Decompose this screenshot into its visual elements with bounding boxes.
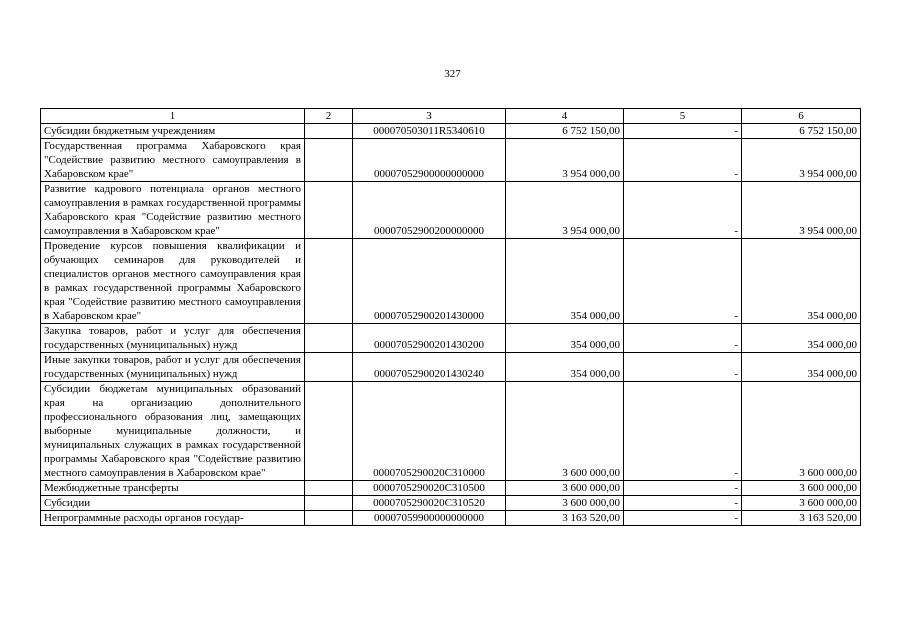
row-amount: 354 000,00 <box>506 353 624 382</box>
row-name: Проведение курсов повышения квалификации и обучающих семинаров для руководителей и специалистов органов местного самоуправления края в рамках государственной программы Хабаровского края "Содействие развитию местного самоуправления в Хабаровском крае" <box>41 239 305 324</box>
table-body <box>41 124 861 526</box>
table-row <box>41 382 861 481</box>
row-col5: - <box>624 496 742 511</box>
row-col5: - <box>624 139 742 182</box>
row-col2 <box>305 182 353 239</box>
row-col5: - <box>624 353 742 382</box>
column-header: 3 <box>353 109 506 124</box>
column-header: 6 <box>742 109 861 124</box>
row-name: Непрограммные расходы органов государ- <box>41 511 305 526</box>
row-col2 <box>305 324 353 353</box>
row-amount: 354 000,00 <box>506 239 624 324</box>
row-name: Иные закупки товаров, работ и услуг для обеспечения государственных (муниципальных) нужд <box>41 353 305 382</box>
row-col2 <box>305 124 353 139</box>
row-code: 00007059900000000000 <box>353 511 506 526</box>
table-row <box>41 182 861 239</box>
row-col2 <box>305 239 353 324</box>
table-row <box>41 139 861 182</box>
row-col5: - <box>624 124 742 139</box>
row-name: Закупка товаров, работ и услуг для обеспечения государственных (муниципальных) нужд <box>41 324 305 353</box>
row-total: 3 954 000,00 <box>742 182 861 239</box>
row-code: 00007052900200000000 <box>353 182 506 239</box>
row-total: 3 600 000,00 <box>742 481 861 496</box>
table-row <box>41 239 861 324</box>
column-header: 5 <box>624 109 742 124</box>
row-col2 <box>305 382 353 481</box>
row-name: Субсидии <box>41 496 305 511</box>
budget-table <box>40 108 861 526</box>
row-col5: - <box>624 239 742 324</box>
table-row <box>41 324 861 353</box>
page-number: 327 <box>444 68 461 80</box>
row-col2 <box>305 353 353 382</box>
row-name: Развитие кадрового потенциала органов местного самоуправления в рамках государственной программы Хабаровского края "Содействие развитию местного самоуправления в Хабаровском крае" <box>41 182 305 239</box>
row-amount: 3 954 000,00 <box>506 139 624 182</box>
row-total: 354 000,00 <box>742 353 861 382</box>
row-col2 <box>305 139 353 182</box>
row-col2 <box>305 481 353 496</box>
column-header: 4 <box>506 109 624 124</box>
row-total: 354 000,00 <box>742 324 861 353</box>
row-total: 354 000,00 <box>742 239 861 324</box>
row-code: 00007052900000000000 <box>353 139 506 182</box>
row-amount: 3 600 000,00 <box>506 496 624 511</box>
row-col5: - <box>624 182 742 239</box>
row-col2 <box>305 496 353 511</box>
row-code: 00007052900201430240 <box>353 353 506 382</box>
row-total: 6 752 150,00 <box>742 124 861 139</box>
row-name: Субсидии бюджетам муниципальных образований края на организацию дополнительного профессионального образования лиц, замещающих выборные муниципальные должности, и муниципальных служащих в рамках государственной программы Хабаровского края "Содействие развитию местного самоуправления в Хабаровском крае" <box>41 382 305 481</box>
row-code: 00007052900201430000 <box>353 239 506 324</box>
row-name: Субсидии бюджетным учреждениям <box>41 124 305 139</box>
table-row <box>41 511 861 526</box>
row-col5: - <box>624 324 742 353</box>
row-col5: - <box>624 382 742 481</box>
table-row <box>41 124 861 139</box>
row-amount: 3 954 000,00 <box>506 182 624 239</box>
row-amount: 6 752 150,00 <box>506 124 624 139</box>
row-code: 0000705290020C310000 <box>353 382 506 481</box>
row-total: 3 600 000,00 <box>742 496 861 511</box>
table-row <box>41 481 861 496</box>
row-amount: 3 600 000,00 <box>506 382 624 481</box>
row-col5: - <box>624 511 742 526</box>
row-col2 <box>305 511 353 526</box>
row-total: 3 163 520,00 <box>742 511 861 526</box>
row-col5: - <box>624 481 742 496</box>
row-total: 3 600 000,00 <box>742 382 861 481</box>
table-header-row <box>41 109 861 124</box>
row-amount: 3 163 520,00 <box>506 511 624 526</box>
row-amount: 3 600 000,00 <box>506 481 624 496</box>
column-header: 2 <box>305 109 353 124</box>
row-code: 0000705290020C310520 <box>353 496 506 511</box>
row-name: Межбюджетные трансферты <box>41 481 305 496</box>
row-code: 0000705290020C310500 <box>353 481 506 496</box>
row-total: 3 954 000,00 <box>742 139 861 182</box>
row-code: 00007052900201430200 <box>353 324 506 353</box>
table-row <box>41 353 861 382</box>
table-row <box>41 496 861 511</box>
row-code: 000070503011R5340610 <box>353 124 506 139</box>
row-name: Государственная программа Хабаровского края "Содействие развитию местного самоуправления в Хабаровском крае" <box>41 139 305 182</box>
column-header: 1 <box>41 109 305 124</box>
row-amount: 354 000,00 <box>506 324 624 353</box>
